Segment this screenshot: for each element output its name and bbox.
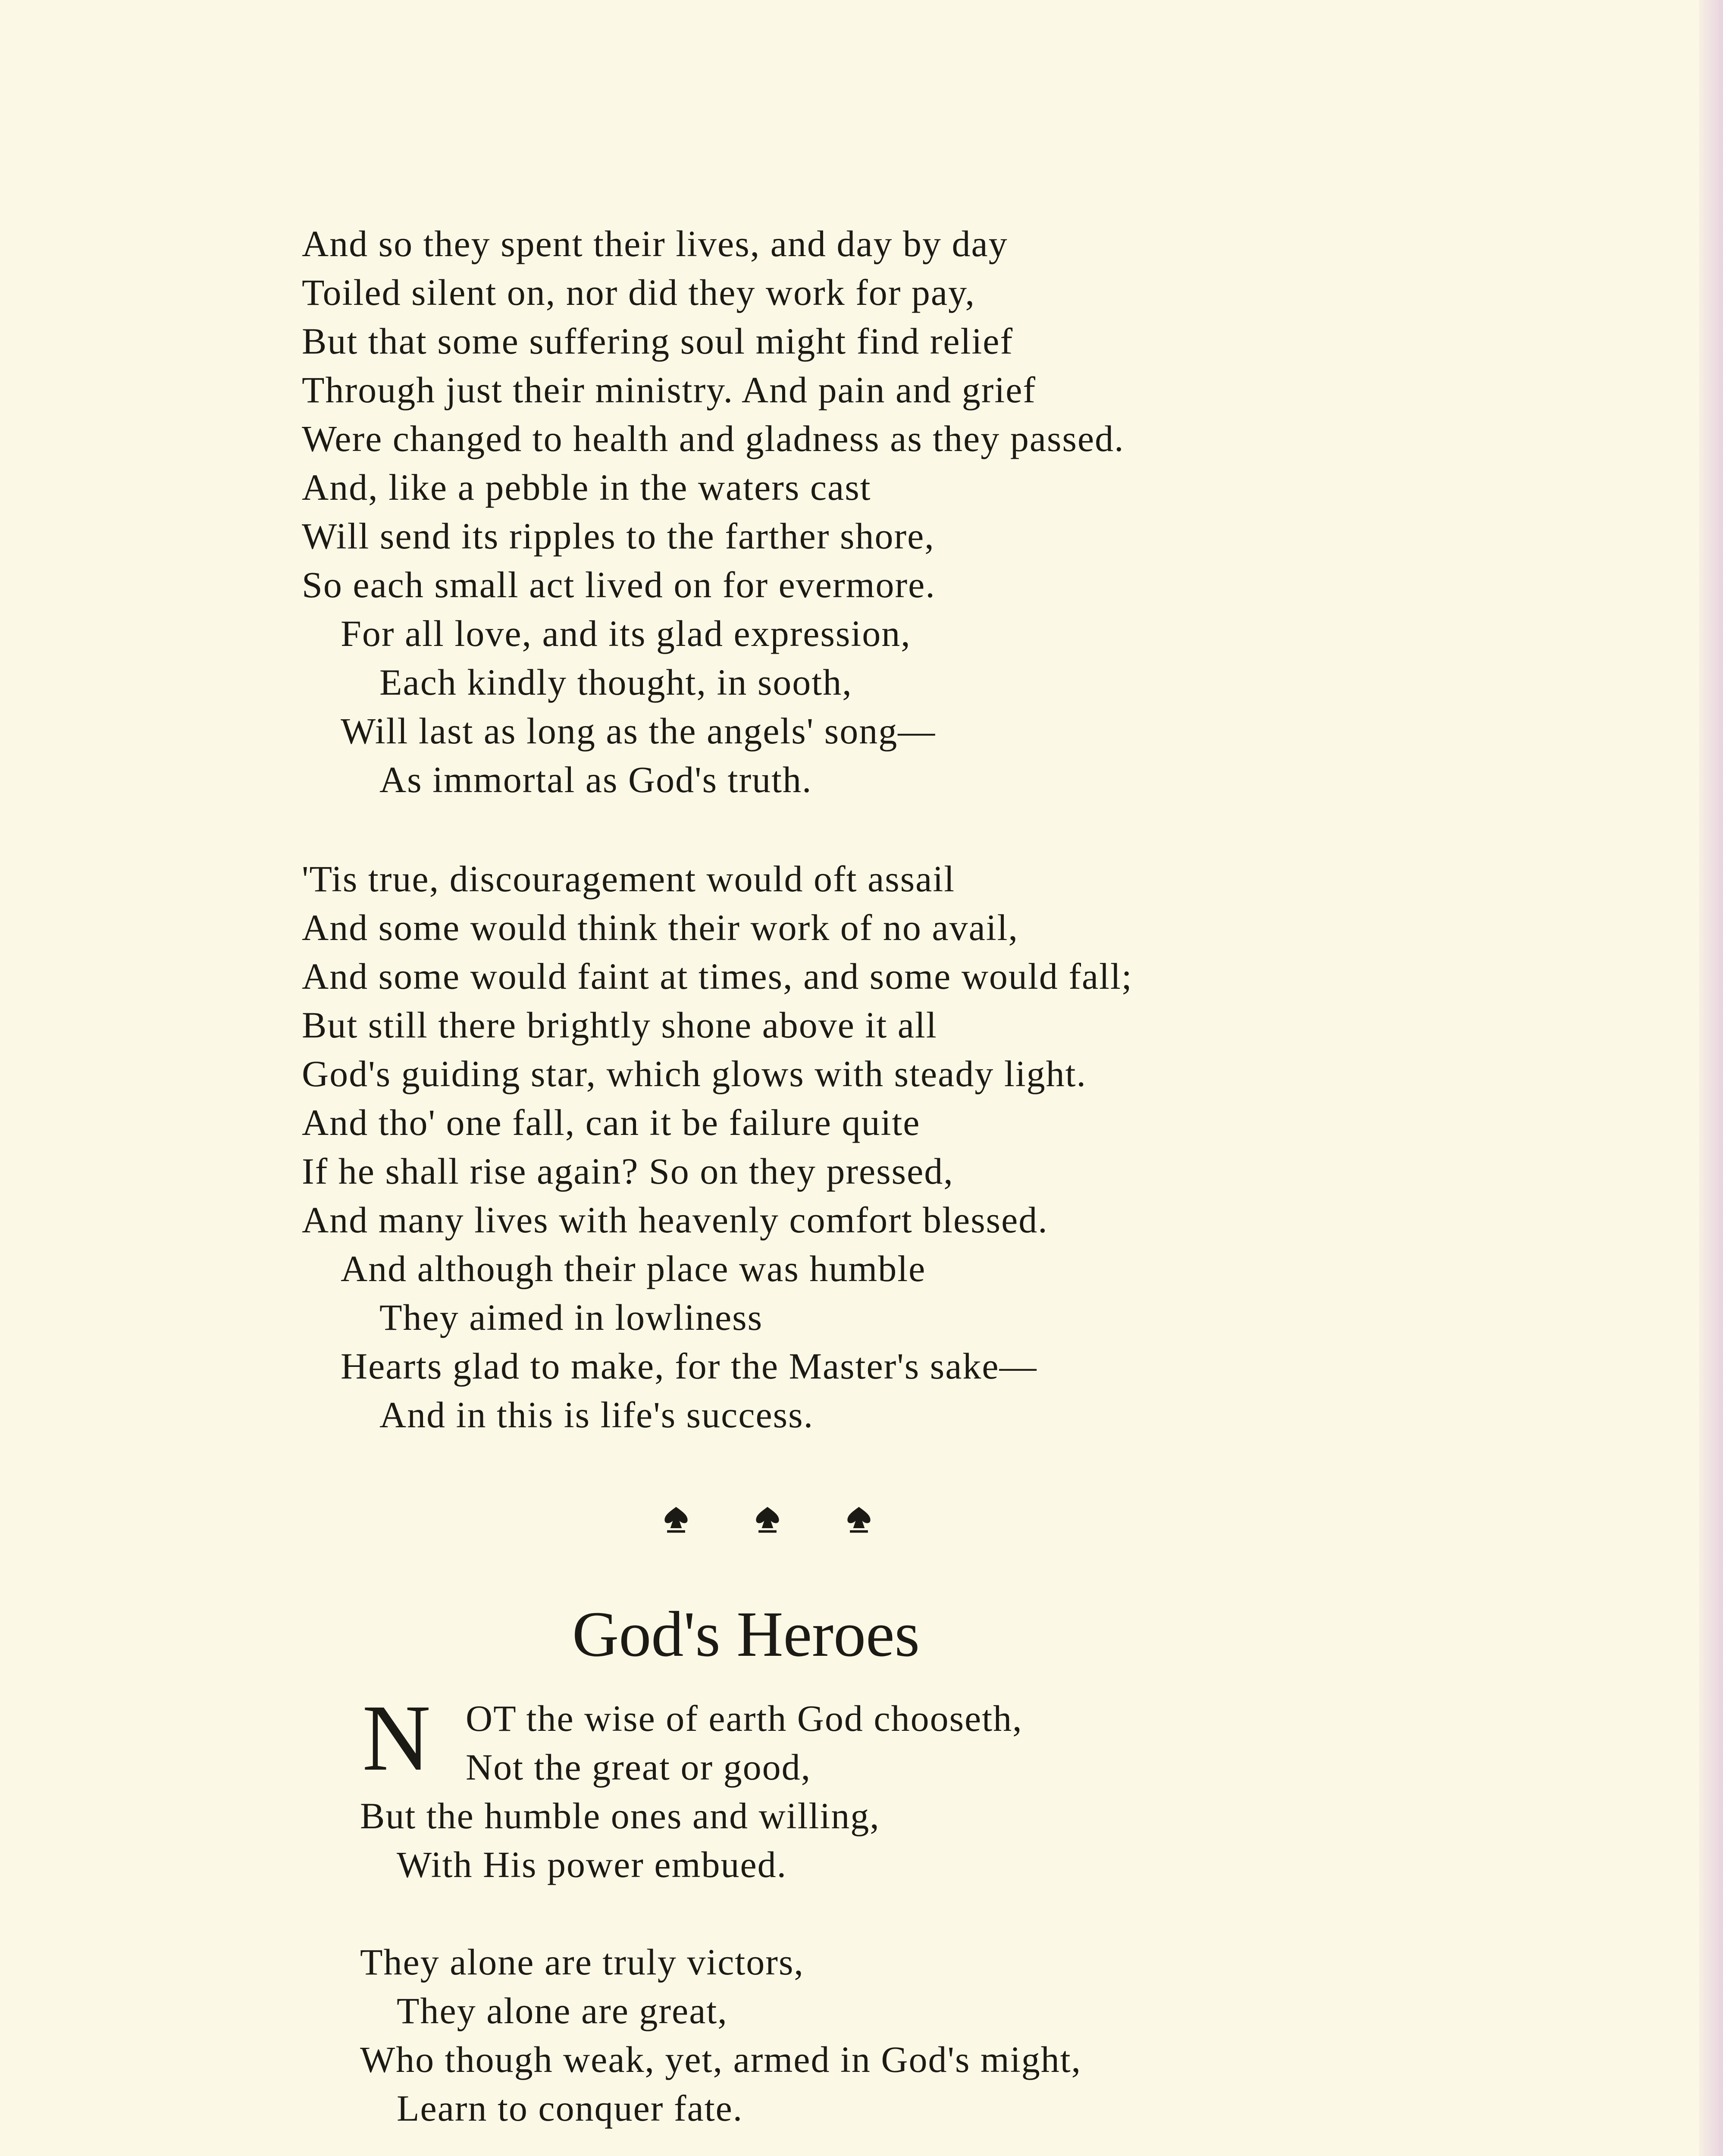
- poem-line: Each kindly thought, in sooth,: [379, 661, 852, 703]
- poem-line: But still there brightly shone above it all: [302, 1004, 937, 1046]
- poem-line: But the humble ones and willing,: [360, 1795, 880, 1836]
- poem-line: For all love, and its glad expression,: [341, 613, 911, 654]
- drop-cap: N: [362, 1685, 431, 1790]
- poem-title: God's Heroes: [572, 1598, 920, 1670]
- poem-line: Hearts glad to make, for the Master's sake—: [341, 1345, 1037, 1387]
- poem-line: And in this is life's success.: [379, 1394, 814, 1435]
- poem-line: So each small act lived on for evermore.: [302, 564, 936, 605]
- poem-line: 'Tis true, discouragement would oft assail: [302, 858, 955, 899]
- poem-line: OT the wise of earth God chooseth,: [466, 1698, 1023, 1739]
- leaf-ornament-icon: [660, 1504, 692, 1536]
- poem-line: As immortal as God's truth.: [379, 759, 812, 800]
- poem-line: Through just their ministry. And pain and grief: [302, 369, 1037, 411]
- poem-line: If he shall rise again? So on they pressed,: [302, 1150, 954, 1192]
- section-divider: [660, 1501, 875, 1539]
- poem-line: And some would think their work of no avail,: [302, 907, 1019, 948]
- poem-line: And, like a pebble in the waters cast: [302, 467, 871, 508]
- leaf-ornament-icon: [751, 1504, 784, 1536]
- poem-line: Learn to conquer fate.: [397, 2087, 743, 2129]
- poem-line: And some would faint at times, and some would fall;: [302, 956, 1133, 997]
- poem-line: Who though weak, yet, armed in God's might,: [360, 2039, 1082, 2080]
- page-edge: [1699, 0, 1723, 2156]
- poem-line: Will last as long as the angels' song—: [341, 710, 936, 752]
- poem-line: And many lives with heavenly comfort blessed.: [302, 1199, 1048, 1241]
- poem-line: And although their place was humble: [341, 1248, 926, 1289]
- poem-line: With His power embued.: [397, 1844, 787, 1885]
- poem-line: God's guiding star, which glows with steady light.: [302, 1053, 1087, 1094]
- poem-line: Will send its ripples to the farther shore,: [302, 515, 935, 557]
- poem-line: They alone are truly victors,: [360, 1941, 804, 1983]
- poem-line: But that some suffering soul might find relief: [302, 320, 1014, 362]
- leaf-ornament-icon: [843, 1504, 875, 1536]
- poem-line: Toiled silent on, nor did they work for pay,: [302, 272, 976, 313]
- poem-line: Not the great or good,: [466, 1746, 811, 1788]
- poem-line: They alone are great,: [397, 1990, 728, 2031]
- poem-line: They aimed in lowliness: [379, 1297, 763, 1338]
- poem-line: Were changed to health and gladness as they passed.: [302, 418, 1125, 459]
- poem-line: And so they spent their lives, and day by day: [302, 223, 1008, 264]
- poem-line: And tho' one fall, can it be failure quite: [302, 1102, 921, 1143]
